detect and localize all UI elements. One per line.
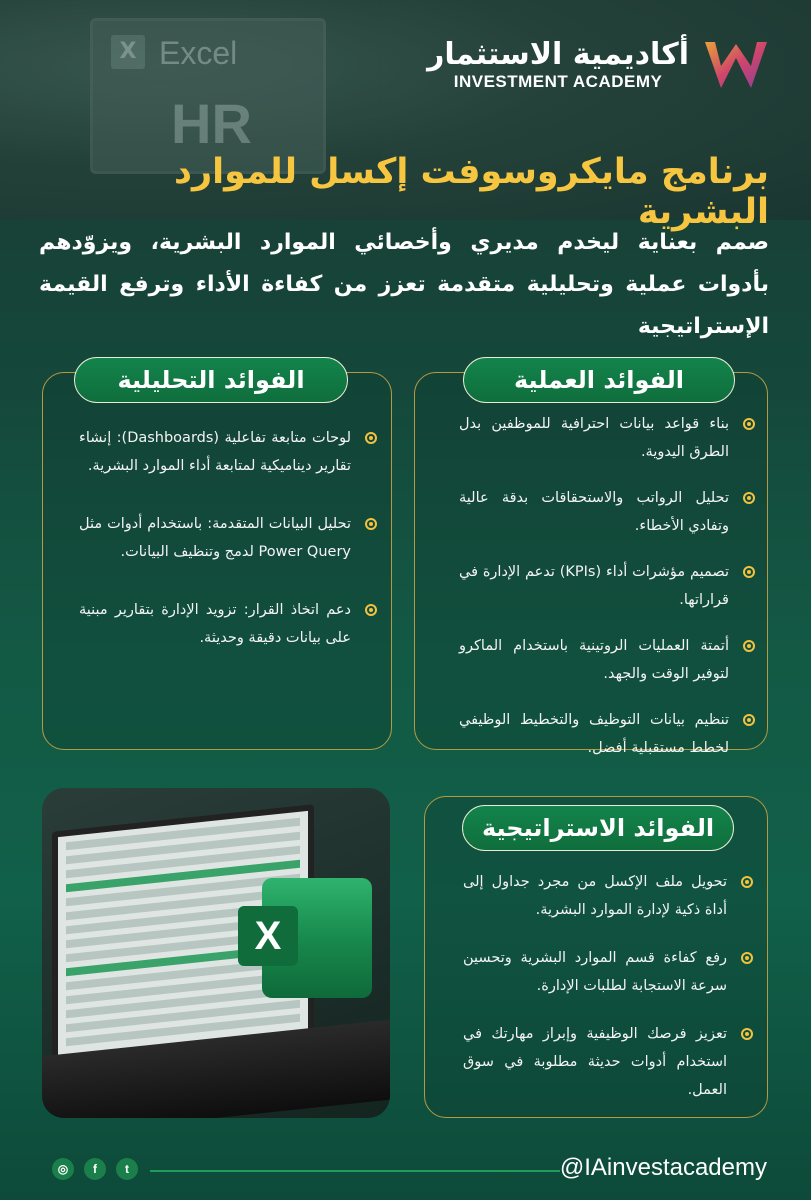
target-bullet-icon xyxy=(743,714,755,726)
facebook-icon[interactable]: f xyxy=(84,1158,106,1180)
excel-logo-letter: X xyxy=(238,906,298,966)
footer-divider xyxy=(150,1170,560,1172)
target-bullet-icon xyxy=(365,518,377,530)
list-item xyxy=(463,1020,753,1104)
page-subtitle: صمم بعناية ليخدم مديري وأخصائي الموارد البشرية، ويزوّدهم بأدوات عملية وتحليلية متقدمة تعزز من كفاءة الأداء وترفع القيمة الإستراتيجية xyxy=(39,230,769,339)
target-bullet-icon xyxy=(743,640,755,652)
target-bullet-icon xyxy=(743,492,755,504)
page-title: برنامج مايكروسوفت إكسل للموارد البشرية xyxy=(174,152,769,232)
list-item-text: تعزيز فرصك الوظيفية وإبراز مهارتك في استخدام أدوات حديثة مطلوبة في سوق العمل. xyxy=(463,1026,727,1098)
target-bullet-icon xyxy=(365,432,377,444)
analytic-benefits-heading: الفوائد التحليلية xyxy=(74,357,348,403)
analytic-benefits-list xyxy=(79,424,377,682)
social-handle[interactable]: @IAinvestacademy xyxy=(559,1154,767,1181)
list-item xyxy=(79,424,377,480)
list-item-text: تنظيم بيانات التوظيف والتخطيط الوظيفي لخطط مستقبلية أفضل. xyxy=(459,712,729,756)
list-item-text: تحليل البيانات المتقدمة: باستخدام أدوات مثل Power Query لدمج وتنظيف البيانات. xyxy=(79,516,351,560)
excel-logo-icon xyxy=(254,878,372,998)
list-item xyxy=(459,484,755,540)
target-bullet-icon xyxy=(743,418,755,430)
practical-benefits-heading: الفوائد العملية xyxy=(463,357,735,403)
strategic-benefits-heading: الفوائد الاستراتيجية xyxy=(462,805,734,851)
strategic-benefits-list xyxy=(463,868,753,1124)
list-item-text: لوحات متابعة تفاعلية (Dashboards): إنشاء تقارير ديناميكية لمتابعة أداء الموارد البشرية. xyxy=(79,430,351,474)
list-item-text: بناء قواعد بيانات احترافية للموظفين بدل الطرق اليدوية. xyxy=(459,416,729,460)
laptop-excel-image xyxy=(42,788,390,1118)
excel-screen-word: Excel xyxy=(159,35,238,71)
excel-screen-image xyxy=(90,18,326,174)
list-item-text: تحليل الرواتب والاستحقاقات بدقة عالية وتفادي الأخطاء. xyxy=(459,490,729,534)
list-item xyxy=(459,410,755,466)
brand-logo xyxy=(427,36,771,94)
list-item-text: تصميم مؤشرات أداء (KPIs) تدعم الإدارة في قراراتها. xyxy=(459,564,729,608)
instagram-icon[interactable]: ◎ xyxy=(52,1158,74,1180)
list-item xyxy=(459,706,755,762)
hr-screen-word: HR xyxy=(171,92,252,155)
list-item xyxy=(79,596,377,652)
target-bullet-icon xyxy=(741,876,753,888)
list-item xyxy=(459,632,755,688)
logo-arabic: أكاديمية الاستثمار xyxy=(427,37,689,72)
list-item xyxy=(463,944,753,1000)
practical-benefits-list xyxy=(459,410,755,780)
target-bullet-icon xyxy=(365,604,377,616)
logo-english: INVESTMENT ACADEMY xyxy=(453,72,663,91)
target-bullet-icon xyxy=(741,952,753,964)
twitter-icon[interactable]: t xyxy=(116,1158,138,1180)
list-item-text: تحويل ملف الإكسل من مجرد جداول إلى أداة ذكية لإدارة الموارد البشرية. xyxy=(463,874,727,918)
target-bullet-icon xyxy=(741,1028,753,1040)
list-item-text: دعم اتخاذ القرار: تزويد الإدارة بتقارير مبنية على بيانات دقيقة وحديثة. xyxy=(79,602,351,646)
list-item-text: أتمتة العمليات الروتينية باستخدام الماكرو لتوفير الوقت والجهد. xyxy=(459,638,729,682)
academy-logo-icon xyxy=(701,36,771,94)
target-bullet-icon xyxy=(743,566,755,578)
list-item-text: رفع كفاءة قسم الموارد البشرية وتحسين سرعة الاستجابة لطلبات الإدارة. xyxy=(463,950,727,994)
social-icons xyxy=(52,1158,138,1180)
list-item xyxy=(79,510,377,566)
list-item xyxy=(459,558,755,614)
list-item xyxy=(463,868,753,924)
excel-x-tile: X xyxy=(111,35,145,69)
